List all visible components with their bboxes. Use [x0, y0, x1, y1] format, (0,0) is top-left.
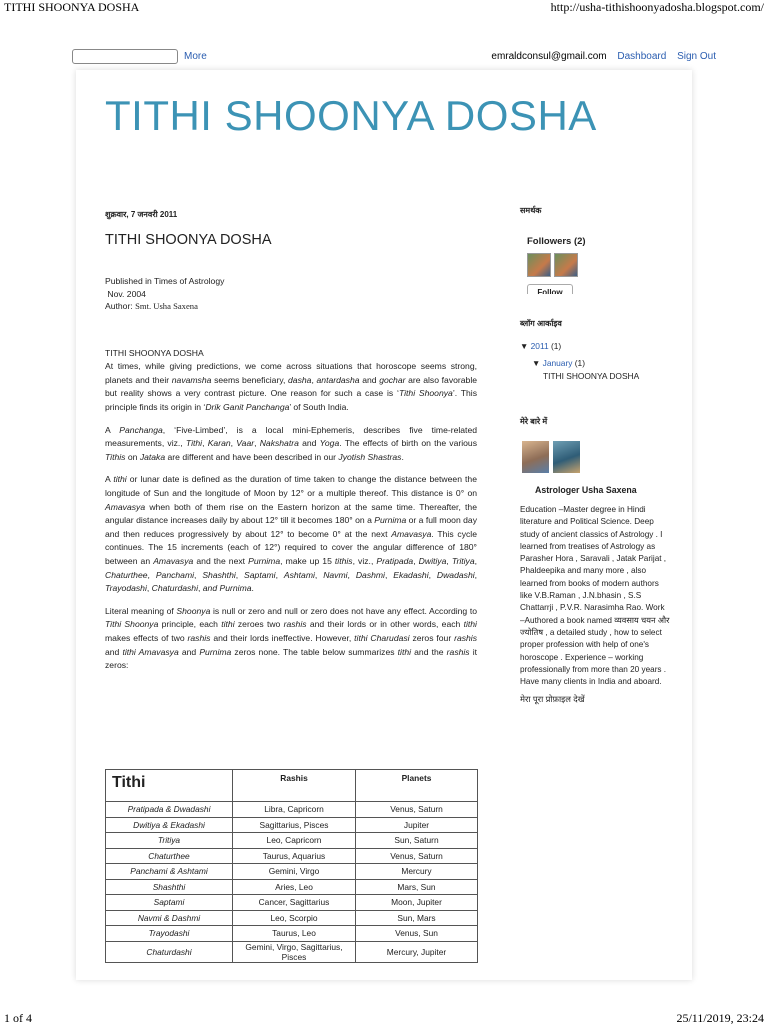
published-date: Nov. 2004: [105, 288, 146, 299]
author-line: [105, 300, 477, 313]
triangle-down-icon[interactable]: ▼: [520, 341, 529, 351]
rashis-cell: Cancer, Sagittarius: [233, 895, 356, 911]
follower-avatars: [527, 253, 690, 277]
publication-info: [105, 275, 477, 313]
archive-month-item: [532, 358, 690, 368]
table-row: [106, 879, 478, 895]
archive-month-link[interactable]: January: [542, 358, 573, 368]
table-row: [106, 817, 478, 833]
navbar-more-link[interactable]: More: [184, 51, 207, 62]
rashis-cell: Leo, Scorpio: [233, 910, 356, 926]
navbar-email: emraldconsul@gmail.com: [491, 51, 607, 62]
paragraph-2: A Panchanga, ‘Five-Limbed’, is a local mini-Ephemeris, describes five time-related measurements, viz., Tithi, Karan, Vaar, Nakshatra and Yoga. The effects of birth on the various Tithis on Jataka are different and have been described in our Jyotish Shastras.: [105, 424, 478, 462]
column-header-tithi: Tithi: [106, 770, 233, 802]
avatar[interactable]: [527, 253, 551, 277]
archive-year-count: (1): [548, 341, 562, 351]
avatar[interactable]: [554, 253, 578, 277]
sidebar: [520, 205, 690, 705]
rashis-cell: Libra, Capricorn: [233, 802, 356, 818]
planets-cell: Venus, Sun: [356, 926, 478, 942]
tithi-cell: Navmi & Dashmi: [106, 910, 233, 926]
planets-cell: Venus, Saturn: [356, 848, 478, 864]
rashis-cell: Gemini, Virgo, Sagittarius, Pisces: [233, 941, 356, 962]
table-row: [106, 802, 478, 818]
sign-out-link[interactable]: Sign Out: [677, 51, 716, 62]
planets-cell: Mercury, Jupiter: [356, 941, 478, 962]
rashis-cell: Leo, Capricorn: [233, 833, 356, 849]
planets-cell: Sun, Saturn: [356, 833, 478, 849]
tithi-cell: Shashthi: [106, 879, 233, 895]
body-heading: TITHI SHOONYA DOSHA: [105, 347, 204, 358]
about-me-heading: मेरे बारे में: [520, 417, 548, 426]
table-row: [106, 926, 478, 942]
tithi-cell: Panchami & Ashtami: [106, 864, 233, 880]
rashis-cell: Aries, Leo: [233, 879, 356, 895]
tithi-cell: Saptami: [106, 895, 233, 911]
tithi-cell: Chaturthee: [106, 848, 233, 864]
column-header-rashis: Rashis: [233, 770, 356, 802]
follow-button[interactable]: Follow: [527, 284, 573, 294]
tithi-cell: Tritiya: [106, 833, 233, 849]
table-row: [106, 941, 478, 962]
published-line: Published in Times of Astrology: [105, 276, 225, 287]
blog-title[interactable]: TITHI SHOONYA DOSHA: [105, 92, 597, 139]
paragraph-4: Literal meaning of Shoonya is null or zero and null or zero does not have any effect. According to Tithi Shoonya principle, each tithi zeroes two rashis and their lords or in other words, each tithi makes effects of two rashis and their lords ineffective. However, tithi Charudasi zeros four rashis and tithi Amavasya and Purnima zeros none. The table below summarizes tithi and the rashis it zeros:: [105, 605, 478, 671]
table-row: [106, 848, 478, 864]
tithi-shoonya-table: [105, 769, 478, 963]
view-full-profile-link[interactable]: मेरा पूरा प्रोफ़ाइल देखें: [520, 694, 585, 705]
table-body: [106, 802, 478, 963]
planets-cell: Jupiter: [356, 817, 478, 833]
rashis-cell: Taurus, Leo: [233, 926, 356, 942]
planets-cell: Mars, Sun: [356, 879, 478, 895]
print-header-title: TITHI SHOONYA DOSHA: [4, 0, 140, 14]
post-main: [105, 205, 477, 682]
blogger-navbar: [72, 48, 720, 66]
post-body: [105, 347, 477, 673]
archive-heading: ब्लॉग आर्काइव: [520, 319, 562, 328]
supporters-heading: समर्थक: [520, 206, 542, 215]
tithi-cell: Pratipada & Dwadashi: [106, 802, 233, 818]
archive-month-count: (1): [572, 358, 585, 368]
tithi-cell: Chaturdashi: [106, 941, 233, 962]
print-footer-timestamp: 25/11/2019, 23:24: [676, 1011, 764, 1025]
planets-cell: Sun, Mars: [356, 910, 478, 926]
print-header-url: http://usha-tithishoonyadosha.blogspot.com/: [550, 0, 764, 14]
post-date-header: शुक्रवार, 7 जनवरी 2011: [105, 210, 178, 219]
dashboard-link[interactable]: Dashboard: [617, 51, 667, 62]
tithi-cell: Trayodashi: [106, 926, 233, 942]
followers-label: Followers (2): [527, 236, 586, 247]
rashis-cell: Sagittarius, Pisces: [233, 817, 356, 833]
table-row: [106, 895, 478, 911]
table-row: [106, 864, 478, 880]
print-footer-page: 1 of 4: [4, 1011, 32, 1025]
paragraph-1: At times, while giving predictions, we come across situations that horoscope seems strong, planets and their navamsha seems beneficiary, dasha, antardasha and gochar are also favorable but reality shows a very contrast picture. One reason for such a case is ‘Tithi Shoonya’. This principle finds its origin in ‘Drik Ganit Panchanga’ of South India.: [105, 361, 478, 413]
table-row: [106, 833, 478, 849]
planets-cell: Mercury: [356, 864, 478, 880]
table-header-row: [106, 770, 478, 802]
rashis-cell: Gemini, Virgo: [233, 864, 356, 880]
author-name: Smt. Usha Saxena: [135, 301, 198, 312]
author-label: Author:: [105, 301, 136, 312]
table-row: [106, 910, 478, 926]
profile-name[interactable]: Astrologer Usha Saxena: [535, 485, 637, 495]
navbar-search-input[interactable]: [72, 49, 178, 64]
paragraph-3: A tithi or lunar date is defined as the duration of time taken to change the distance between the longitude of Sun and the longitude of Moon by 12° or a multiple thereof. This distance is 0° on Amavasya when both of them rise on the Eastern horizon at the same time. Thereafter, the angular distance increases daily by about 12° till it becomes 180° on a Purnima or a full moon day and then reduces progressively by about 12° to become 0° at the next Amavasya. This cycle continues. The 15 increments (each of 12°) required to cover the angular difference of 180° between an Amavasya and the next Purnima, make up 15 tithis, viz., Pratipada, Dwitiya, Tritiya, Chaturthee, Panchami, Shashthi, Saptami, Ashtami, Navmi, Dashmi, Ekadashi, Dwadashi, Trayodashi, Chaturdashi, and Purnima.: [105, 474, 478, 594]
navbar-account: [491, 51, 716, 62]
triangle-down-icon[interactable]: ▼: [532, 358, 541, 368]
tithi-cell: Dwitiya & Ekadashi: [106, 817, 233, 833]
profile-description: Education –Master degree in Hindi literature and Political Science. Deep study of ancient classics of Astrology . I learned from treatises of Astrology as Parasher Hora , Saravali , Jatak Parijat , Phaldeepika and many more , also learned from books of modern authors like V.B.Raman , J.N.bhasin , S.S Chattarrji , P.V.R. Narasimha Rao. Work –Authored a book named व्यवसाय चयन और ज्योतिष , a detailed study , how to select proper profession with help of one's horoscope . Experience – working professionally from more than 20 years . Have many clients in India and aboard.: [520, 505, 670, 687]
column-header-planets: Planets: [356, 770, 478, 802]
planets-cell: Moon, Jupiter: [356, 895, 478, 911]
archive-post-link[interactable]: TITHI SHOONYA DOSHA: [543, 371, 640, 381]
rashis-cell: Taurus, Aquarius: [233, 848, 356, 864]
archive-year-item: [520, 341, 690, 351]
planets-cell: Venus, Saturn: [356, 802, 478, 818]
post-title[interactable]: TITHI SHOONYA DOSHA: [105, 231, 272, 248]
profile-photo[interactable]: [522, 441, 580, 473]
archive-year-link[interactable]: 2011: [530, 341, 549, 351]
